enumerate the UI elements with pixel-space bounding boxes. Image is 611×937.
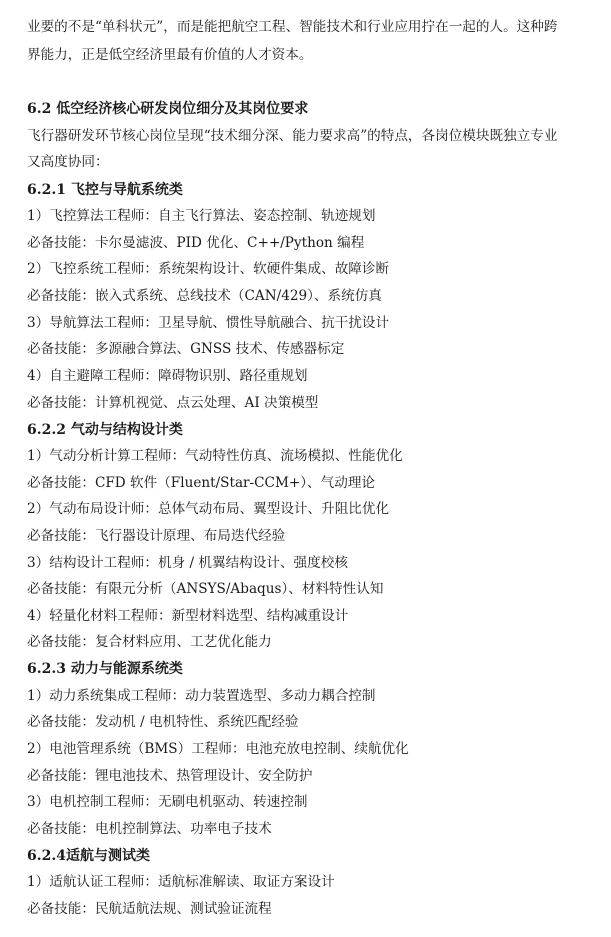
list-item: 1）适航认证工程师：适航标准解读、取证方案设计: [27, 874, 335, 890]
group-title: 6.2.1 飞控与导航系统类: [27, 182, 183, 198]
list-item: 必备技能：卡尔曼滤波、PID 优化、C++/Python 编程: [27, 235, 365, 251]
list-item: 必备技能：有限元分析（ANSYS/Abaqus）、材料特性认知: [27, 581, 384, 597]
list-item: 必备技能：嵌入式系统、总线技术（CAN/429）、系统仿真: [27, 288, 382, 304]
list-item: 必备技能：CFD 软件（Fluent/Star-CCM+）、气动理论: [27, 475, 376, 491]
list-item: 2）飞控系统工程师：系统架构设计、软硬件集成、故障诊断: [27, 261, 390, 277]
list-item: 必备技能：多源融合算法、GNSS 技术、传感器标定: [27, 341, 345, 357]
group-title: 6.2.4适航与测试类: [27, 848, 150, 864]
section-title: 6.2 低空经济核心研发岗位细分及其岗位要求: [27, 101, 309, 117]
group-title: 6.2.3 动力与能源系统类: [27, 661, 183, 677]
list-item: 必备技能：计算机视觉、点云处理、AI 决策模型: [27, 395, 319, 411]
intro-line: 界能力，正是低空经济里最有价值的人才资本。: [27, 47, 313, 63]
list-item: 4）轻量化材料工程师：新型材料选型、结构减重设计: [27, 608, 349, 624]
list-item: 3）导航算法工程师：卫星导航、惯性导航融合、抗干扰设计: [27, 315, 390, 331]
list-item: 必备技能：锂电池技术、热管理设计、安全防护: [27, 768, 313, 784]
list-item: 1）动力系统集成工程师：动力装置选型、多动力耦合控制: [27, 688, 376, 704]
intro-line: 业要的不是“单科状元”，而是能把航空工程、智能技术和行业应用拧在一起的人。这种跨: [27, 19, 558, 35]
section-desc: 又高度协同：: [27, 154, 109, 170]
list-item: 1）气动分析计算工程师：气动特性仿真、流场模拟、性能优化: [27, 448, 403, 464]
list-item: 必备技能：飞行器设计原理、布局迭代经验: [27, 528, 286, 544]
list-item: 必备技能：电机控制算法、功率电子技术: [27, 821, 272, 837]
list-item: 1）飞控算法工程师：自主飞行算法、姿态控制、轨迹规划: [27, 208, 376, 224]
list-item: 必备技能：发动机 / 电机特性、系统匹配经验: [27, 714, 299, 730]
list-item: 3）电机控制工程师：无刷电机驱动、转速控制: [27, 794, 308, 810]
list-item: 2）电池管理系统（BMS）工程师：电池充放电控制、续航优化: [27, 741, 409, 757]
group-title: 6.2.2 气动与结构设计类: [27, 422, 183, 438]
list-item: 3）结构设计工程师：机身 / 机翼结构设计、强度校核: [27, 555, 348, 571]
section-desc: 飞行器研发环节核心岗位呈现“技术细分深、能力要求高”的特点，各岗位模块既独立专业: [27, 128, 558, 144]
list-item: 必备技能：民航适航法规、测试验证流程: [27, 901, 272, 917]
list-item: 必备技能：复合材料应用、工艺优化能力: [27, 634, 272, 650]
list-item: 4）自主避障工程师：障碍物识别、路径重规划: [27, 368, 308, 384]
list-item: 2）气动布局设计师：总体气动布局、翼型设计、升阻比优化: [27, 501, 390, 517]
